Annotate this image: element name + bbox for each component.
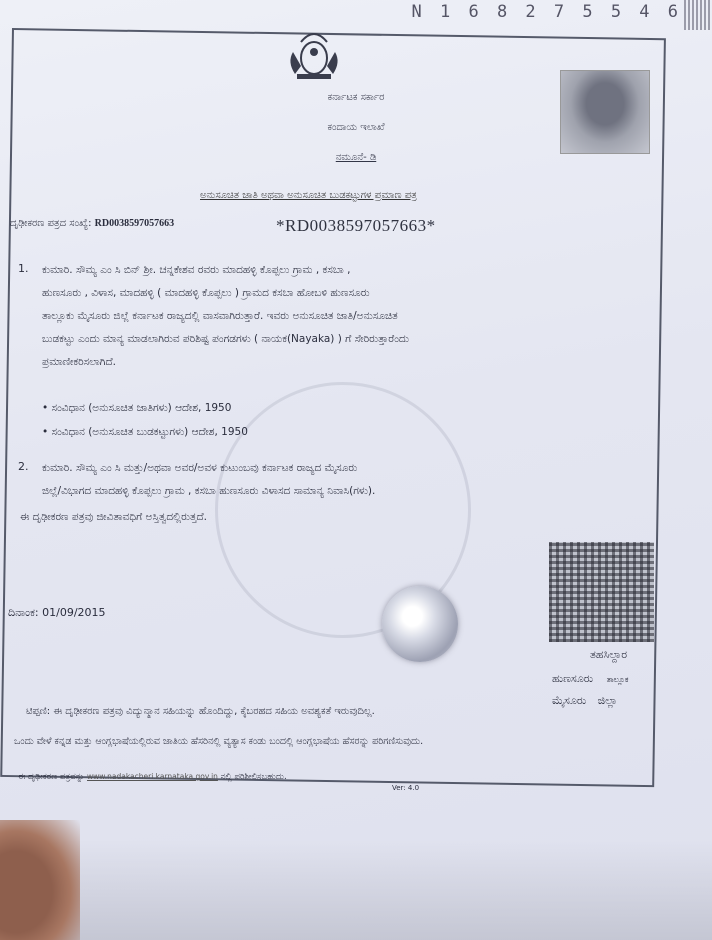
note-caste-name: ಒಂದು ವೇಳೆ ಕನ್ನಡ ಮತ್ತು ಆಂಗ್ಲಭಾಷೆಯಲ್ಲಿರುವ ಜಾತಿಯ ಹೆಸರಿನಲ್ಲಿ ವ್ಯತ್ಯಾಸ ಕಂಡು ಬಂದಲ್ಲಿ ಆಂಗ್ಲಭಾಷೆಯ ಹೆಸರನ್ನು ಪರಿಗಣಿಸುವುದು.	[14, 736, 424, 747]
certificate-number-large: *RD0038597057663*	[276, 216, 436, 235]
certificate-number-label: ದೃಢೀಕರಣ ಪತ್ರದ ಸಂಖ್ಯೆ:	[10, 218, 92, 229]
district-label: ಜಿಲ್ಲಾ	[597, 694, 618, 707]
signatory-title: ತಹಸಿಲ್ದಾರ	[590, 648, 628, 661]
verification-note	[18, 772, 287, 782]
para1-line: ತಾಲ್ಲೂಕು ಮೈಸೂರು ಜಿಲ್ಲೆ ಕರ್ನಾಟಕ ರಾಜ್ಯದಲ್ಲಿ ವಾಸವಾಗಿರುತ್ತಾರೆ. ಇವರು ಅನುಸೂಚಿತ ಜಾತಿ/ಅನುಸೂಚಿತ	[42, 310, 398, 322]
verify-prefix: ಈ ದೃಢೀಕರಣ ಪತ್ರವನ್ನು	[18, 772, 85, 782]
note-digital-signature: ಟಿಪ್ಪಣಿ: ಈ ದೃಢೀಕರಣ ಪತ್ರವು ವಿದ್ಯುನ್ಮಾನ ಸಹಿಯನ್ನು ಹೊಂದಿದ್ದು, ಕೈಬರಹದ ಸಹಿಯ ಅವಶ್ಯಕತೆ ಇರುವುದಿಲ್ಲ.	[26, 706, 375, 717]
para1-number: 1.	[18, 262, 29, 275]
header-form: ನಮೂನೆ- ಡಿ	[335, 152, 377, 163]
para1-line: ಪ್ರಮಾಣೀಕರಿಸಲಾಗಿದೆ.	[42, 356, 116, 368]
barcode-strip	[684, 0, 712, 30]
signatory-taluk	[552, 672, 629, 686]
thumb-in-frame	[0, 820, 80, 940]
header-dept: ಕಂದಾಯ ಇಲಾಖೆ	[327, 122, 385, 133]
certificate-number-row	[10, 218, 174, 229]
certificate-title: ಅನುಸೂಚಿತ ಜಾತಿ ಅಥವಾ ಅನುಸೂಚಿತ ಬುಡಕಟ್ಟುಗಳ ಪ್ರಮಾಣ ಪತ್ರ	[200, 190, 417, 201]
para2-line: ಕುಮಾರಿ. ಸೌಮ್ಯ ಎಂ ಸಿ ಮತ್ತು/ಅಥವಾ ಅವರ/ಅವಳ ಕುಟುಂಬವು ಕರ್ನಾಟಕ ರಾಜ್ಯದ ಮೈಸೂರು	[42, 462, 358, 474]
validity-text: ಈ ದೃಢೀಕರಣ ಪತ್ರವು ಜೀವಿತಾವಧಿಗೆ ಅಸ್ತಿತ್ವದಲ್ಲಿರುತ್ತದೆ.	[20, 511, 207, 523]
page-shadow	[0, 840, 712, 940]
signatory-district	[552, 694, 617, 708]
issue-date: ದಿನಾಂಕ: 01/09/2015	[8, 606, 106, 619]
serial-number: N 1 6 8 2 7 5 5 4 6	[411, 2, 682, 22]
certificate-number-small: RD0038597057663	[94, 218, 175, 229]
version-label: Ver: 4.0	[392, 784, 420, 792]
qr-code	[549, 542, 654, 642]
para2-number: 2.	[18, 460, 29, 473]
para2-line: ಜಿಲ್ಲೆ/ವಿಭಾಗದ ಮಾದಹಳ್ಳಿ ಕೊಪ್ಪಲು ಗ್ರಾಮ , ಕಸಬಾ ಹುಣಸೂರು ವಿಳಾಸದ ಸಾಮಾನ್ಯ ನಿವಾಸಿ(ಗಳು).	[42, 485, 376, 497]
para1-line: ಬುಡಕಟ್ಟು ಎಂದು ಮಾನ್ಯ ಮಾಡಲಾಗಿರುವ ಪರಿಶಿಷ್ಟ ಪಂಗಡಗಳು ( ನಾಯಕ(Nayaka) ) ಗೆ ಸೇರಿರುತ್ತಾರೆಂದು	[42, 333, 409, 345]
header-govt: ಕರ್ನಾಟಕ ಸರ್ಕಾರ	[327, 92, 385, 103]
para1-line: ಕುಮಾರಿ. ಸೌಮ್ಯ ಎಂ ಸಿ ಬಿನ್ ಶ್ರೀ. ಚನ್ನಕೇಶವ ರವರು ಮಾದಹಳ್ಳಿ ಕೊಪ್ಪಲು ಗ್ರಾಮ , ಕಸಬಾ ,	[42, 264, 351, 276]
bullet-sc-order: • ಸಂವಿಧಾನ (ಅನುಸೂಚಿತ ಜಾತಿಗಳು) ಆದೇಶ, 1950	[42, 402, 232, 414]
hologram-seal	[382, 586, 458, 662]
para2	[42, 457, 662, 503]
taluk-name: ಹುಣಸೂರು	[552, 672, 594, 685]
taluk-label: ತಾಲ್ಲೂಕ	[606, 675, 629, 684]
verify-suffix: ನಲ್ಲಿ ಪರಿಶೀಲಿಸಬಹುದು.	[220, 772, 287, 782]
verify-url-link[interactable]: www.nadakacheri.karnataka.gov.in	[87, 772, 218, 781]
state-emblem-icon	[283, 22, 345, 84]
district-name: ಮೈಸೂರು	[552, 694, 587, 707]
applicant-photo	[560, 70, 650, 154]
para1	[42, 259, 662, 374]
para1-line: ಹುಣಸೂರು , ವಿಳಾಸ, ಮಾದಹಳ್ಳಿ ( ಮಾದಹಳ್ಳಿ ಕೊಪ್ಪಲು ) ಗ್ರಾಮದ ಕಸಬಾ ಹೋಬಳಿ ಹುಣಸೂರು	[42, 287, 370, 299]
bullet-st-order: • ಸಂವಿಧಾನ (ಅನುಸೂಚಿತ ಬುಡಕಟ್ಟುಗಳು) ಆದೇಶ, 1950	[42, 426, 248, 438]
